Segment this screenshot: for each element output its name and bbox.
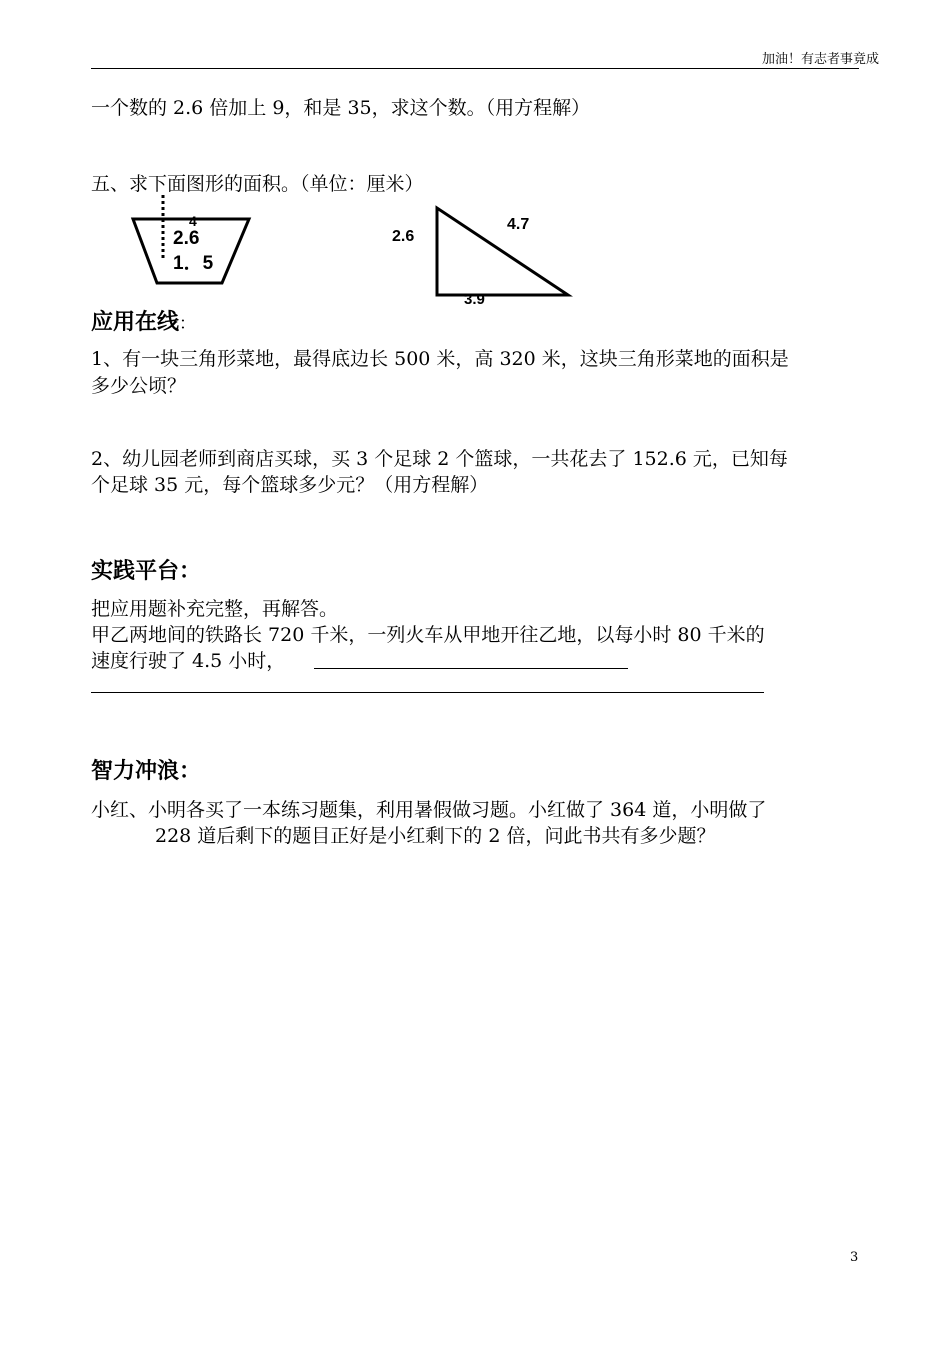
application-q2-line1: 2、幼儿园老师到商店买球，买 3 个足球 2 个篮球，一共花去了 152.6 元，已知每 bbox=[91, 448, 788, 470]
triangle-base-label: 3.9 bbox=[464, 291, 485, 308]
trapezoid-top-base-label: 4 bbox=[189, 213, 197, 229]
application-q1-line1: 1、有一块三角形菜地，最得底边长 500 米，高 320 米，这块三角形菜地的面积是 bbox=[91, 348, 789, 370]
trapezoid-bottom-base-label: 1．5 bbox=[173, 253, 214, 274]
equation-problem: 一个数的 2.6 倍加上 9，和是 35，求这个数。（用方程解） bbox=[91, 97, 591, 119]
challenge-heading: 智力冲浪： bbox=[91, 759, 202, 784]
challenge-line2: 228 道后剩下的题目正好是小红剩下的 2 倍，问此书共有多少题？ bbox=[155, 825, 716, 847]
page-number: 3 bbox=[850, 1250, 859, 1265]
application-q1-line2: 多少公顷？ bbox=[91, 375, 187, 397]
triangle-shape bbox=[437, 208, 568, 295]
triangle-hypotenuse-label: 4.7 bbox=[507, 216, 530, 233]
practice-blank-line-2[interactable] bbox=[91, 692, 764, 693]
practice-line3: 速度行驶了 4.5 小时， bbox=[91, 650, 286, 672]
application-heading bbox=[91, 309, 196, 337]
practice-line1: 把应用题补充完整，再解答。 bbox=[91, 598, 339, 620]
application-heading-text: 应用在线 bbox=[91, 310, 180, 335]
practice-blank-line-1[interactable] bbox=[314, 668, 628, 669]
triangle-vertical-label: 2.6 bbox=[392, 228, 415, 245]
trapezoid-height-label: 2.6 bbox=[173, 228, 200, 249]
application-q2-line2: 个足球 35 元，每个篮球多少元？（用方程解） bbox=[91, 474, 489, 496]
practice-heading: 实践平台： bbox=[91, 559, 202, 584]
section-five-title: 五、求下面图形的面积。（单位：厘米） bbox=[91, 173, 424, 195]
application-heading-colon: ： bbox=[179, 314, 197, 334]
practice-line2: 甲乙两地间的铁路长 720 千米，一列火车从甲地开往乙地，以每小时 80 千米的 bbox=[91, 624, 765, 646]
challenge-line1: 小红、小明各买了一本练习题集，利用暑假做习题。小红做了 364 道，小明做了 bbox=[91, 799, 767, 821]
header-motto: 加油！有志者事竟成 bbox=[762, 52, 880, 67]
